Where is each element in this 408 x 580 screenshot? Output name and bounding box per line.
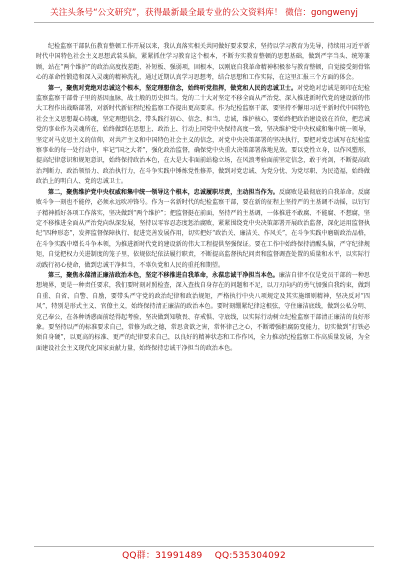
page-banner <box>0 0 408 34</box>
section-heading: 第三，聚焦永葆清正廉洁政治本色，坚定不移推进自我革命，永葆忠诚干净担当本色。 <box>48 271 279 279</box>
banner-text: 关注头条号“公文研究”，获得最新最全最专业的公文资料库！ 微信：gongwenyj <box>50 8 358 18</box>
banner-divider <box>34 22 374 23</box>
footer-divider <box>34 546 374 547</box>
article-paragraph <box>36 271 370 354</box>
page-footer <box>0 546 408 566</box>
article-body <box>36 42 370 542</box>
article-paragraph <box>36 42 370 84</box>
section-heading: 第一，聚焦对党绝对忠诚这个根本，坚定理想信念，始终听党指挥，做党和人民的忠诚卫士。 <box>48 84 298 92</box>
article-paragraph <box>36 188 370 271</box>
section-heading: 第二，聚焦维护党中央权威和集中统一领导这个根本，忠诚履职尽责，主动担当作为。 <box>48 188 279 196</box>
footer-contact: QQ群：31991489 QQ:535304092 <box>122 551 286 561</box>
paragraph-text: 纪检监察干部队伍教育整顿工作开展以来，我认真落实相关共同做好要求要求，坚持以学习教育为先导，持续用习近平新时代中国特色社会主义思想武装头脑，紧紧抓住学习教育这个根本，不断夯实教育整顿的思想基础，做到严字当头、统筹兼顾，站在“两个维护”的政治高度找差距、补短板、强弱项，固根本，以刚底自我革命精神积极参与教育整顿，自觉接受刻骨铭心的革命性锻造和深入灵魂的精神洗礼，通过近期认真学习思想考，结合思想和工作实际，在这里汇报三个方面的体会。 <box>36 43 370 82</box>
paragraph-text: 反腐败是最彻底的自我革命。反腐败斗争一刻也不能停，必须永远吹冲锋号。作为一名新时代的纪检监察干部，要在新的征程上坚持严的主基调不动摇，以钉钉子精神抓好各项工作落实，坚决做到“两个维护”；把监督挺在前面，坚持严的主基调，一体推进不敢腐、不能腐、不想腐，坚定不移推进全面从严治党向纵深发展，坚持以零容忍态度惩治腐败，紧紧围绕党中央决策部署开展政治监督，深化运用监督执纪“四种形态”，发挥监督保障执行、促进完善发展作用，切实把好“政治关、廉洁关、作风关”，在斗争实践中磨砺政治品格，在斗争实践中增长斗争本领，为推进新时代党的建设新的伟大工程提供坚强保证。要在工作中始终保持清醒头脑，严守纪律规矩，自觉把权力关进制度的笼子里，依规依纪依法履行职责，不断提高监督执纪问责和监督调查处置的质量和水平，以实际行动践行初心使命，做到忠诚干净担当，不辜负党和人民的重托和期望。 <box>36 188 370 269</box>
paragraph-text: 廉洁自律不仅是党员干部的一种思想境界，更是一种责任要求，我们要时刻对照检查，深入查找自身存在的问题和不足，以刀刃向内的勇气加强自我约束，做到自重、自省、自警、自励，要带头严守党的政治纪律和政治规矩，严格执行中央八项规定及其实施细则精神，坚决反对“四风”，特别是形式主义、官僚主义，始终保持清正廉洁的政治本色。要时刻绷紧纪律这根弦，守住廉洁底线，做到公私分明、克己奉公，在各种诱惑面前经得起考验，坚决做到知敬畏、存戒惧、守底线，以实际行动树立纪检监察干部清正廉洁的良好形象。要坚持以严的标准要求自己，常修为政之德，常思贪欲之害，常怀律己之心，不断增强拒腐防变能力，切实做到“打铁必须自身硬”，以更高的标准、更严的纪律要求自己，以良好的精神状态和工作作风，全力推动纪检监察工作高质量发展，为全面建设社会主义现代化国家贡献力量，始终保持忠诚干净担当的政治本色。 <box>36 271 370 352</box>
article-paragraph <box>36 84 370 188</box>
paragraph-text: 对党绝对忠诚是刻印在纪检监察监察干部骨子里的基因血脉，战士般的历史担当。党的二十大对坚定不移全面从严治党、深入推进新时代党的建设新的伟大工程作出战略部署，对新时代新征程纪检监察工作提出更高要求。作为纪检监察干部，要坚持不懈用习近平新时代中国特色社会主义思想凝心铸魂，坚定理想信念，带头践行初心、信念、担当、忠诚，维护核心，要始终把政治建设放在首位，把忠诚党的事业作为灵魂所在，始终做到在思想上、政治上、行动上同党中央保持高度一致，坚决维护党中央权威和集中统一领导，坚定对马克思主义的信仰，对共产主义和中国特色社会主义的信念，对党中央决策部署的坚决执行，要把对党忠诚写在纪检监察事业的每一处行动中，牢记“国之大者”，强化政治监督，确保党中央重大决策部署落地见效。要以党性立身，以作风塑形，提高纪律意识和规矩意识，始终保持政治本色，在大是大非面前站稳立场，在风浪考验面前坚定信念，敢于亮剑，不断提高政治判断力、政治领悟力、政治执行力，在斗争实践中锤炼党性修养，做到对党忠诚、为党分忧、为党尽职、为民造福，始终做政治上的明白人、党的忠诚卫士。 <box>36 84 370 186</box>
